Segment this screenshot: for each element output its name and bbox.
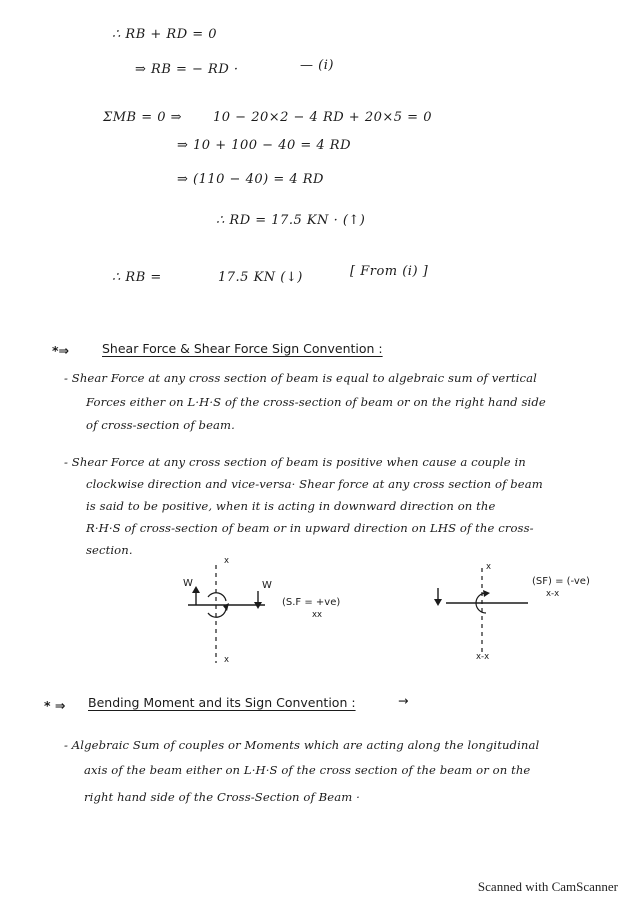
- equation-3-left: ΣMB = 0 ⇒: [103, 110, 183, 125]
- diagram-left-label: (S.F = +ve): [282, 597, 341, 608]
- diagram-left-w-left: W: [183, 578, 193, 589]
- bending-heading: Bending Moment and its Sign Convention :: [88, 695, 356, 710]
- shear-para2-line3: is said to be positive, when it is acting in downward direction on the: [86, 499, 496, 513]
- bending-para1-line3: right hand side of the Cross-Section of Beam ·: [84, 790, 360, 804]
- shear-para2-line1: - Shear Force at any cross section of beam is positive when cause a couple in: [64, 455, 526, 469]
- equation-3-right: 10 − 20×2 − 4 RD + 20×5 = 0: [213, 110, 432, 125]
- diagram-left-w-right: W: [262, 580, 272, 591]
- scanner-watermark: Scanned with CamScanner: [477, 879, 618, 894]
- shear-heading-marker: *⇒: [52, 343, 70, 358]
- equation-2: ⇒ RB = − RD ·: [135, 62, 239, 77]
- shear-para2-line2: clockwise direction and vice-versa· Shear force at any cross section of beam: [86, 477, 543, 491]
- diagram-left-x-bottom: x: [224, 655, 230, 665]
- diagram-right-x-bottom: x-x: [476, 652, 490, 662]
- diagram-right-x-top: x: [486, 562, 492, 572]
- equation-1: ∴ RB + RD = 0: [112, 27, 218, 42]
- diagram-right-label-sub: x-x: [546, 589, 560, 599]
- equation-5: ⇒ (110 − 40) = 4 RD: [177, 172, 324, 187]
- diagram-left-label-sub: xx: [312, 610, 323, 620]
- equation-6: ∴ RD = 17.5 KN · (↑): [216, 213, 366, 228]
- equation-7-right: [ From (i) ]: [350, 264, 429, 279]
- bending-para1-line2: axis of the beam either on L·H·S of the cross section of the beam or on the: [84, 763, 531, 777]
- diagram-right-label: (SF) = (-ve): [532, 576, 590, 587]
- equation-7-left: ∴ RB =: [112, 270, 162, 285]
- shear-para1-line2: Forces either on L·H·S of the cross-section of beam or on the right hand side: [86, 395, 546, 409]
- shear-para1-line3: of cross-section of beam.: [86, 418, 235, 432]
- bending-heading-marker: * ⇒: [44, 698, 66, 713]
- shear-para2-line4: R·H·S of cross-section of beam or in upward direction on LHS of the cross-: [86, 521, 534, 535]
- positive-shear-diagram: [170, 555, 290, 670]
- shear-para2-line5: section.: [86, 543, 133, 557]
- negative-shear-diagram: [428, 560, 538, 660]
- equation-2-tag: — (i): [300, 58, 334, 73]
- shear-para1-line1: - Shear Force at any cross section of beam is equal to algebraic sum of vertical: [64, 371, 537, 385]
- equation-7-mid: 17.5 KN (↓): [218, 270, 303, 285]
- bending-para1-line1: - Algebraic Sum of couples or Moments which are acting along the longitudinal: [64, 738, 540, 752]
- diagram-left-x-top: x: [224, 556, 230, 566]
- shear-heading: Shear Force & Shear Force Sign Convention :: [102, 341, 383, 356]
- bending-heading-arrow: →: [398, 693, 409, 708]
- equation-4: ⇒ 10 + 100 − 40 = 4 RD: [177, 138, 352, 153]
